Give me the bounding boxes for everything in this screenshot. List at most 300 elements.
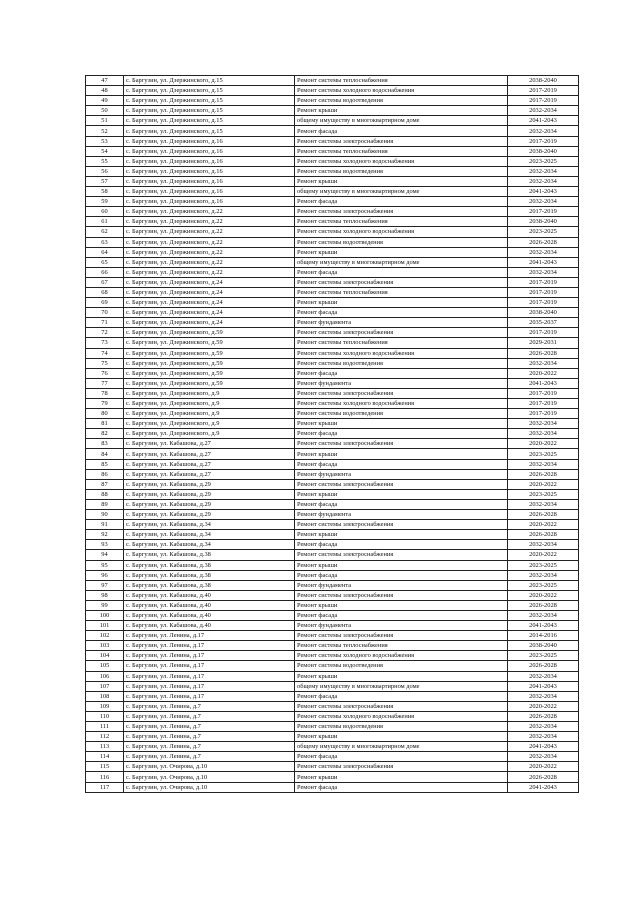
address-cell: с. Баргузин, ул. Кабашова, д.27	[124, 449, 295, 459]
table-row	[86, 106, 579, 116]
address-cell: с. Баргузин, ул. Дзержинского, д.9	[124, 419, 295, 429]
period-cell: 2020-2022	[508, 550, 579, 560]
address-cell: с. Баргузин, ул. Дзержинского, д.9	[124, 388, 295, 398]
address-cell: с. Баргузин, ул. Кабашова, д.27	[124, 459, 295, 469]
period-cell: 2032-2034	[508, 691, 579, 701]
address-cell: с. Баргузин, ул. Кабашова, д.40	[124, 621, 295, 631]
address-cell: с. Баргузин, ул. Дзержинского, д.22	[124, 207, 295, 217]
row-number: 115	[86, 762, 124, 772]
address-cell: с. Баргузин, ул. Дзержинского, д.59	[124, 368, 295, 378]
table-row	[86, 520, 579, 530]
work-type-cell: Ремонт системы электроснабжения	[295, 590, 508, 600]
table-row	[86, 166, 579, 176]
address-cell: с. Баргузин, ул. Дзержинского, д.59	[124, 378, 295, 388]
address-cell: с. Баргузин, ул. Дзержинского, д.15	[124, 86, 295, 96]
address-cell: с. Баргузин, ул. Кабашова, д.38	[124, 580, 295, 590]
row-number: 89	[86, 499, 124, 509]
table-row	[86, 116, 579, 126]
row-number: 100	[86, 610, 124, 620]
work-type-cell: Ремонт фундамента	[295, 318, 508, 328]
period-cell: 2041-2043	[508, 742, 579, 752]
work-type-cell: Ремонт системы электроснабжения	[295, 207, 508, 217]
table-row	[86, 610, 579, 620]
row-number: 75	[86, 358, 124, 368]
row-number: 55	[86, 156, 124, 166]
row-number: 62	[86, 227, 124, 237]
work-type-cell: Ремонт системы водоотведения	[295, 358, 508, 368]
period-cell: 2017-2019	[508, 399, 579, 409]
table-row	[86, 247, 579, 257]
period-cell: 2032-2034	[508, 671, 579, 681]
address-cell: с. Баргузин, ул. Дзержинского, д.24	[124, 287, 295, 297]
table-row	[86, 298, 579, 308]
address-cell: с. Баргузин, ул. Дзержинского, д.16	[124, 187, 295, 197]
period-cell: 2032-2034	[508, 358, 579, 368]
period-cell: 2032-2034	[508, 267, 579, 277]
work-type-cell: Ремонт фасада	[295, 752, 508, 762]
address-cell: с. Баргузин, ул. Дзержинского, д.22	[124, 247, 295, 257]
row-number: 92	[86, 530, 124, 540]
address-cell: с. Баргузин, ул. Кабашова, д.40	[124, 590, 295, 600]
period-cell: 2020-2022	[508, 762, 579, 772]
address-cell: с. Баргузин, ул. Кабашова, д.38	[124, 570, 295, 580]
row-number: 85	[86, 459, 124, 469]
address-cell: с. Баргузин, ул. Дзержинского, д.24	[124, 277, 295, 287]
work-type-cell: Ремонт системы холодного водоснабжения	[295, 711, 508, 721]
row-number: 112	[86, 732, 124, 742]
address-cell: с. Баргузин, ул. Кабашова, д.27	[124, 469, 295, 479]
table-row	[86, 156, 579, 166]
table-row	[86, 540, 579, 550]
period-cell: 2041-2043	[508, 681, 579, 691]
work-type-cell: Ремонт крыши	[295, 530, 508, 540]
row-number: 86	[86, 469, 124, 479]
work-type-cell: Ремонт системы теплоснабжения	[295, 217, 508, 227]
table-row	[86, 267, 579, 277]
period-cell: 2041-2043	[508, 621, 579, 631]
period-cell: 2017-2019	[508, 287, 579, 297]
table-row	[86, 600, 579, 610]
address-cell: с. Баргузин, ул. Дзержинского, д.9	[124, 429, 295, 439]
period-cell: 2032-2034	[508, 419, 579, 429]
work-type-cell: Ремонт системы электроснабжения	[295, 631, 508, 641]
row-number: 66	[86, 267, 124, 277]
work-type-cell: Ремонт системы электроснабжения	[295, 479, 508, 489]
period-cell: 2026-2028	[508, 237, 579, 247]
period-cell: 2041-2043	[508, 187, 579, 197]
row-number: 60	[86, 207, 124, 217]
row-number: 48	[86, 86, 124, 96]
work-type-cell: Ремонт системы электроснабжения	[295, 550, 508, 560]
period-cell: 2020-2022	[508, 590, 579, 600]
table-row	[86, 641, 579, 651]
row-number: 90	[86, 510, 124, 520]
table-row	[86, 287, 579, 297]
row-number: 102	[86, 631, 124, 641]
work-type-cell: Ремонт фасада	[295, 610, 508, 620]
address-cell: с. Баргузин, ул. Дзержинского, д.24	[124, 318, 295, 328]
work-type-cell: Ремонт системы холодного водоснабжения	[295, 651, 508, 661]
address-cell: с. Баргузин, ул. Очирова, д.10	[124, 762, 295, 772]
work-type-cell: Ремонт крыши	[295, 106, 508, 116]
table-row	[86, 732, 579, 742]
work-type-cell: Ремонт системы электроснабжения	[295, 701, 508, 711]
work-type-cell: Ремонт фасада	[295, 429, 508, 439]
table-row	[86, 752, 579, 762]
row-number: 108	[86, 691, 124, 701]
period-cell: 2026-2028	[508, 600, 579, 610]
row-number: 63	[86, 237, 124, 247]
period-cell: 2020-2022	[508, 701, 579, 711]
work-type-cell: Ремонт крыши	[295, 449, 508, 459]
work-type-cell: Ремонт системы теплоснабжения	[295, 338, 508, 348]
period-cell: 2017-2019	[508, 277, 579, 287]
row-number: 56	[86, 166, 124, 176]
row-number: 94	[86, 550, 124, 560]
address-cell: с. Баргузин, ул. Ленина, д.7	[124, 722, 295, 732]
table-row	[86, 762, 579, 772]
table-row	[86, 681, 579, 691]
period-cell: 2017-2019	[508, 86, 579, 96]
work-type-cell: Ремонт фасада	[295, 540, 508, 550]
address-cell: с. Баргузин, ул. Дзержинского, д.16	[124, 166, 295, 176]
period-cell: 2017-2019	[508, 298, 579, 308]
row-number: 53	[86, 136, 124, 146]
table-row	[86, 146, 579, 156]
period-cell: 2017-2019	[508, 328, 579, 338]
row-number: 77	[86, 378, 124, 388]
row-number: 116	[86, 772, 124, 782]
table-row	[86, 126, 579, 136]
table-row	[86, 328, 579, 338]
work-type-cell: Ремонт системы водоотведения	[295, 166, 508, 176]
work-type-cell: Ремонт системы электроснабжения	[295, 762, 508, 772]
table-row	[86, 449, 579, 459]
address-cell: с. Баргузин, ул. Дзержинского, д.15	[124, 106, 295, 116]
table-row	[86, 419, 579, 429]
work-type-cell: Ремонт крыши	[295, 247, 508, 257]
row-number: 76	[86, 368, 124, 378]
row-number: 99	[86, 600, 124, 610]
work-type-cell: Ремонт крыши	[295, 560, 508, 570]
period-cell: 2032-2034	[508, 106, 579, 116]
row-number: 52	[86, 126, 124, 136]
row-number: 96	[86, 570, 124, 580]
work-type-cell: Ремонт фасада	[295, 126, 508, 136]
row-number: 68	[86, 287, 124, 297]
period-cell: 2032-2034	[508, 752, 579, 762]
period-cell: 2032-2034	[508, 499, 579, 509]
address-cell: с. Баргузин, ул. Ленина, д.7	[124, 752, 295, 762]
work-type-cell: Ремонт фундамента	[295, 580, 508, 590]
row-number: 114	[86, 752, 124, 762]
work-type-cell: Ремонт системы холодного водоснабжения	[295, 86, 508, 96]
address-cell: с. Баргузин, ул. Кабашова, д.29	[124, 499, 295, 509]
work-type-cell: Ремонт фасада	[295, 499, 508, 509]
address-cell: с. Баргузин, ул. Дзержинского, д.15	[124, 126, 295, 136]
table-row	[86, 217, 579, 227]
work-type-cell: Ремонт системы водоотведения	[295, 661, 508, 671]
table-row	[86, 580, 579, 590]
address-cell: с. Баргузин, ул. Кабашова, д.40	[124, 610, 295, 620]
address-cell: с. Баргузин, ул. Ленина, д.7	[124, 742, 295, 752]
table-row	[86, 489, 579, 499]
work-type-cell: Ремонт фасада	[295, 691, 508, 701]
address-cell: с. Баргузин, ул. Дзержинского, д.59	[124, 338, 295, 348]
row-number: 101	[86, 621, 124, 631]
address-cell: с. Баргузин, ул. Дзержинского, д.59	[124, 348, 295, 358]
row-number: 91	[86, 520, 124, 530]
address-cell: с. Баргузин, ул. Кабашова, д.38	[124, 560, 295, 570]
period-cell: 2038-2040	[508, 146, 579, 156]
work-type-cell: Ремонт системы электроснабжения	[295, 439, 508, 449]
address-cell: с. Баргузин, ул. Дзержинского, д.9	[124, 399, 295, 409]
period-cell: 2032-2034	[508, 429, 579, 439]
row-number: 49	[86, 96, 124, 106]
table-row	[86, 378, 579, 388]
table-row	[86, 257, 579, 267]
address-cell: с. Баргузин, ул. Ленина, д.7	[124, 701, 295, 711]
table-body	[86, 76, 579, 793]
table-row	[86, 348, 579, 358]
address-cell: с. Баргузин, ул. Дзержинского, д.22	[124, 217, 295, 227]
table-row	[86, 631, 579, 641]
period-cell: 2026-2028	[508, 510, 579, 520]
repair-schedule-table	[85, 75, 579, 793]
address-cell: с. Баргузин, ул. Дзержинского, д.16	[124, 156, 295, 166]
work-type-cell: Ремонт фундамента	[295, 378, 508, 388]
work-type-cell: Ремонт крыши	[295, 671, 508, 681]
row-number: 71	[86, 318, 124, 328]
address-cell: с. Баргузин, ул. Дзержинского, д.22	[124, 267, 295, 277]
row-number: 79	[86, 399, 124, 409]
row-number: 78	[86, 388, 124, 398]
address-cell: с. Баргузин, ул. Кабашова, д.29	[124, 510, 295, 520]
row-number: 70	[86, 308, 124, 318]
work-type-cell: Ремонт системы электроснабжения	[295, 328, 508, 338]
address-cell: с. Баргузин, ул. Кабашова, д.40	[124, 600, 295, 610]
row-number: 106	[86, 671, 124, 681]
period-cell: 2023-2025	[508, 580, 579, 590]
period-cell: 2014-2016	[508, 631, 579, 641]
table-row	[86, 550, 579, 560]
period-cell: 2020-2022	[508, 368, 579, 378]
work-type-cell: Ремонт системы теплоснабжения	[295, 641, 508, 651]
table-row	[86, 782, 579, 792]
address-cell: с. Баргузин, ул. Ленина, д.7	[124, 732, 295, 742]
table-row	[86, 439, 579, 449]
table-row	[86, 560, 579, 570]
table-row	[86, 722, 579, 732]
address-cell: с. Баргузин, ул. Дзержинского, д.15	[124, 96, 295, 106]
work-type-cell: Ремонт системы электроснабжения	[295, 520, 508, 530]
work-type-cell: общему имуществу в многоквартирном доме	[295, 116, 508, 126]
row-number: 109	[86, 701, 124, 711]
address-cell: с. Баргузин, ул. Дзержинского, д.16	[124, 197, 295, 207]
period-cell: 2038-2040	[508, 308, 579, 318]
period-cell: 2032-2034	[508, 126, 579, 136]
period-cell: 2032-2034	[508, 570, 579, 580]
address-cell: с. Баргузин, ул. Кабашова, д.29	[124, 479, 295, 489]
period-cell: 2026-2028	[508, 348, 579, 358]
table-row	[86, 651, 579, 661]
row-number: 64	[86, 247, 124, 257]
table-row	[86, 388, 579, 398]
row-number: 83	[86, 439, 124, 449]
table-row	[86, 671, 579, 681]
address-cell: с. Баргузин, ул. Кабашова, д.34	[124, 520, 295, 530]
table-row	[86, 429, 579, 439]
table-row	[86, 237, 579, 247]
address-cell: с. Баргузин, ул. Дзержинского, д.22	[124, 227, 295, 237]
table-row	[86, 459, 579, 469]
period-cell: 2032-2034	[508, 540, 579, 550]
row-number: 82	[86, 429, 124, 439]
row-number: 110	[86, 711, 124, 721]
work-type-cell: общему имуществу в многоквартирном доме	[295, 257, 508, 267]
table-row	[86, 590, 579, 600]
address-cell: с. Баргузин, ул. Кабашова, д.34	[124, 530, 295, 540]
table-row	[86, 197, 579, 207]
work-type-cell: общему имуществу в многоквартирном доме	[295, 187, 508, 197]
row-number: 50	[86, 106, 124, 116]
period-cell: 2032-2034	[508, 166, 579, 176]
period-cell: 2029-2031	[508, 338, 579, 348]
address-cell: с. Баргузин, ул. Кабашова, д.34	[124, 540, 295, 550]
period-cell: 2020-2022	[508, 439, 579, 449]
address-cell: с. Баргузин, ул. Дзержинского, д.16	[124, 176, 295, 186]
work-type-cell: Ремонт системы холодного водоснабжения	[295, 399, 508, 409]
table-row	[86, 661, 579, 671]
work-type-cell: Ремонт крыши	[295, 600, 508, 610]
table-row	[86, 701, 579, 711]
row-number: 97	[86, 580, 124, 590]
row-number: 111	[86, 722, 124, 732]
period-cell: 2026-2028	[508, 711, 579, 721]
period-cell: 2026-2028	[508, 530, 579, 540]
table-row	[86, 207, 579, 217]
address-cell: с. Баргузин, ул. Дзержинского, д.24	[124, 298, 295, 308]
period-cell: 2038-2040	[508, 641, 579, 651]
period-cell: 2020-2022	[508, 520, 579, 530]
table-row	[86, 338, 579, 348]
row-number: 88	[86, 489, 124, 499]
work-type-cell: Ремонт фасада	[295, 267, 508, 277]
period-cell: 2041-2043	[508, 378, 579, 388]
address-cell: с. Баргузин, ул. Дзержинского, д.9	[124, 409, 295, 419]
address-cell: с. Баргузин, ул. Ленина, д.17	[124, 651, 295, 661]
work-type-cell: общему имуществу в многоквартирном доме	[295, 742, 508, 752]
row-number: 58	[86, 187, 124, 197]
table-row	[86, 510, 579, 520]
table-row	[86, 409, 579, 419]
row-number: 47	[86, 76, 124, 86]
row-number: 98	[86, 590, 124, 600]
period-cell: 2023-2025	[508, 651, 579, 661]
table-row	[86, 530, 579, 540]
address-cell: с. Баргузин, ул. Дзержинского, д.22	[124, 257, 295, 267]
address-cell: с. Баргузин, ул. Ленина, д.17	[124, 691, 295, 701]
period-cell: 2038-2040	[508, 217, 579, 227]
address-cell: с. Баргузин, ул. Кабашова, д.38	[124, 550, 295, 560]
row-number: 93	[86, 540, 124, 550]
row-number: 67	[86, 277, 124, 287]
row-number: 61	[86, 217, 124, 227]
row-number: 81	[86, 419, 124, 429]
period-cell: 2032-2034	[508, 732, 579, 742]
row-number: 107	[86, 681, 124, 691]
address-cell: с. Баргузин, ул. Кабашова, д.29	[124, 489, 295, 499]
period-cell: 2026-2028	[508, 772, 579, 782]
table-row	[86, 499, 579, 509]
row-number: 95	[86, 560, 124, 570]
table-row	[86, 277, 579, 287]
row-number: 57	[86, 176, 124, 186]
address-cell: с. Баргузин, ул. Ленина, д.17	[124, 681, 295, 691]
period-cell: 2032-2034	[508, 247, 579, 257]
address-cell: с. Баргузин, ул. Дзержинского, д.22	[124, 237, 295, 247]
address-cell: с. Баргузин, ул. Дзержинского, д.16	[124, 136, 295, 146]
table-row	[86, 176, 579, 186]
period-cell: 2032-2034	[508, 197, 579, 207]
table-row	[86, 318, 579, 328]
work-type-cell: Ремонт системы электроснабжения	[295, 388, 508, 398]
period-cell: 2023-2025	[508, 489, 579, 499]
period-cell: 2032-2034	[508, 176, 579, 186]
period-cell: 2017-2019	[508, 409, 579, 419]
row-number: 117	[86, 782, 124, 792]
table-row	[86, 136, 579, 146]
address-cell: с. Баргузин, ул. Дзержинского, д.16	[124, 146, 295, 156]
address-cell: с. Баргузин, ул. Ленина, д.17	[124, 641, 295, 651]
work-type-cell: Ремонт системы водоотведения	[295, 409, 508, 419]
address-cell: с. Баргузин, ул. Ленина, д.17	[124, 631, 295, 641]
table-row	[86, 479, 579, 489]
row-number: 74	[86, 348, 124, 358]
row-number: 104	[86, 651, 124, 661]
address-cell: с. Баргузин, ул. Дзержинского, д.15	[124, 76, 295, 86]
work-type-cell: Ремонт крыши	[295, 489, 508, 499]
table-row	[86, 187, 579, 197]
table-row	[86, 570, 579, 580]
row-number: 72	[86, 328, 124, 338]
work-type-cell: Ремонт крыши	[295, 419, 508, 429]
table-row	[86, 368, 579, 378]
table-row	[86, 76, 579, 86]
row-number: 51	[86, 116, 124, 126]
work-type-cell: Ремонт фундамента	[295, 510, 508, 520]
work-type-cell: Ремонт системы электроснабжения	[295, 277, 508, 287]
work-type-cell: Ремонт фасада	[295, 308, 508, 318]
period-cell: 2023-2025	[508, 560, 579, 570]
work-type-cell: Ремонт системы электроснабжения	[295, 136, 508, 146]
work-type-cell: Ремонт фундамента	[295, 469, 508, 479]
period-cell: 2017-2019	[508, 96, 579, 106]
period-cell: 2032-2034	[508, 610, 579, 620]
work-type-cell: Ремонт системы теплоснабжения	[295, 287, 508, 297]
work-type-cell: Ремонт фундамента	[295, 621, 508, 631]
period-cell: 2032-2034	[508, 722, 579, 732]
table-row	[86, 711, 579, 721]
work-type-cell: Ремонт системы теплоснабжения	[295, 146, 508, 156]
address-cell: с. Баргузин, ул. Кабашова, д.27	[124, 439, 295, 449]
period-cell: 2032-2034	[508, 459, 579, 469]
address-cell: с. Баргузин, ул. Очирова, д.10	[124, 782, 295, 792]
work-type-cell: Ремонт системы холодного водоснабжения	[295, 227, 508, 237]
address-cell: с. Баргузин, ул. Дзержинского, д.24	[124, 308, 295, 318]
address-cell: с. Баргузин, ул. Ленина, д.7	[124, 711, 295, 721]
table-row	[86, 308, 579, 318]
